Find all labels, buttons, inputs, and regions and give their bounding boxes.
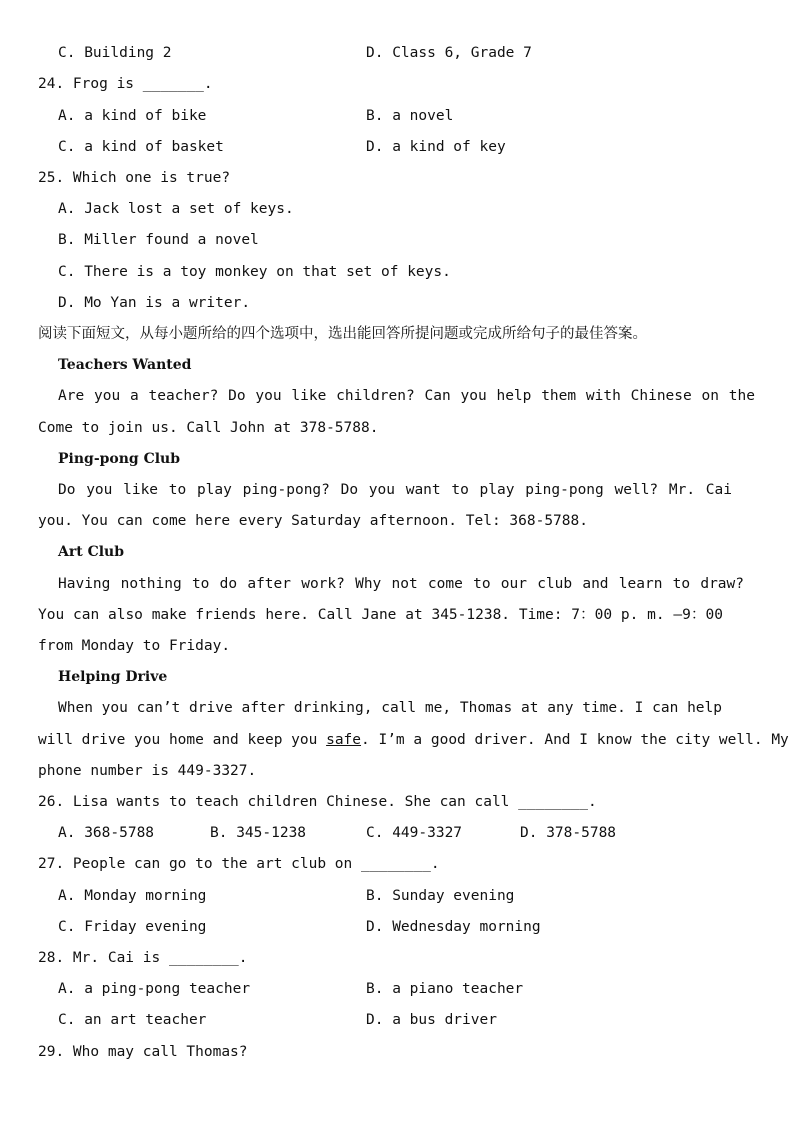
q26-option-c: C. 449-3327	[366, 825, 463, 841]
q25-option-b: B. Miller found a novel	[58, 232, 259, 248]
ad-pingpong-line-1: Do you like to play ping-pong? Do you want to play ping-pong well? Mr. Cai	[58, 482, 732, 498]
q28-options-row-2	[58, 1005, 780, 1036]
q25-option-c: C. There is a toy monkey on that set of keys.	[58, 264, 451, 280]
q27-options-row-2	[58, 912, 780, 943]
q24-option-b: B. a novel	[366, 108, 454, 124]
ad-pingpong-line-2: you. You can come here every Saturday afternoon. Tel: 368-5788.	[38, 513, 588, 529]
ad-drive-line-2-end: . I’m a good driver. And I know the city well. My	[361, 732, 789, 748]
ad-title-helping-drive: Helping Drive	[58, 669, 168, 685]
q24-option-d: D. a kind of key	[366, 139, 506, 155]
q27-stem: 27. People can go to the art club on ________.	[38, 856, 440, 872]
underlined-word-safe: safe	[326, 732, 362, 748]
q25-option-a: A. Jack lost a set of keys.	[58, 201, 294, 217]
q28-option-a: A. a ping-pong teacher	[58, 981, 251, 997]
q24-option-a: A. a kind of bike	[58, 108, 207, 124]
q28-stem: 28. Mr. Cai is ________.	[38, 950, 248, 966]
ad-drive-line-1: When you can’t drive after drinking, call me, Thomas at any time. I can help	[58, 700, 722, 716]
q25-option-d: D. Mo Yan is a writer.	[58, 295, 251, 311]
q28-options-row-1	[58, 974, 780, 1005]
ad-art-line-3: from Monday to Friday.	[38, 638, 231, 654]
q26-option-a: A. 368-5788	[58, 825, 155, 841]
q24-options-row-1	[58, 101, 780, 132]
ad-title-art-club: Art Club	[58, 544, 125, 560]
q25-stem: 25. Which one is true?	[38, 170, 231, 186]
ad-teachers-line-1: Are you a teacher? Do you like children? Can you help them with Chinese on the	[58, 388, 755, 404]
ad-drive-line-3: phone number is 449-3327.	[38, 763, 257, 779]
q24-stem: 24. Frog is _______.	[38, 76, 213, 92]
q24-options-row-2	[58, 132, 780, 163]
q23-option-c: C. Building 2	[58, 45, 172, 61]
ad-art-line-2: You can also make friends here. Call Jane at 345-1238. Time: 7：00 p. m. —9：00	[38, 607, 723, 623]
q29-stem: 29. Who may call Thomas?	[38, 1044, 248, 1060]
q28-option-b: B. a piano teacher	[366, 981, 524, 997]
q26-option-b: B. 345-1238	[210, 825, 307, 841]
ad-title-ping-pong-club: Ping-pong Club	[58, 451, 181, 467]
q27-options-row-1	[58, 881, 780, 912]
q27-option-d: D. Wednesday morning	[366, 919, 541, 935]
q27-option-c: C. Friday evening	[58, 919, 207, 935]
ad-teachers-line-2: Come to join us. Call John at 378-5788.	[38, 420, 379, 436]
q28-option-d: D. a bus driver	[366, 1012, 497, 1028]
ad-art-line-1: Having nothing to do after work? Why not come to our club and learn to draw?	[58, 576, 744, 592]
q24-option-c: C. a kind of basket	[58, 139, 224, 155]
q27-option-b: B. Sunday evening	[366, 888, 515, 904]
q23-option-d: D. Class 6, Grade 7	[366, 45, 532, 61]
reading-instruction: 阅读下面短文，从每小题所给的四个选项中，选出能回答所提问题或完成所给句子的最佳答案。	[38, 326, 647, 342]
q28-option-c: C. an art teacher	[58, 1012, 207, 1028]
q27-option-a: A. Monday morning	[58, 888, 207, 904]
ad-title-teachers-wanted: Teachers Wanted	[58, 357, 192, 373]
ad-drive-line-2-start: will drive you home and keep you	[38, 732, 327, 748]
q26-options-row	[58, 818, 780, 849]
q26-stem: 26. Lisa wants to teach children Chinese. She can call ________.	[38, 794, 597, 810]
ad-drive-line-2	[38, 725, 789, 756]
q26-option-d: D. 378-5788	[520, 825, 617, 841]
q23-options-row	[58, 38, 780, 69]
